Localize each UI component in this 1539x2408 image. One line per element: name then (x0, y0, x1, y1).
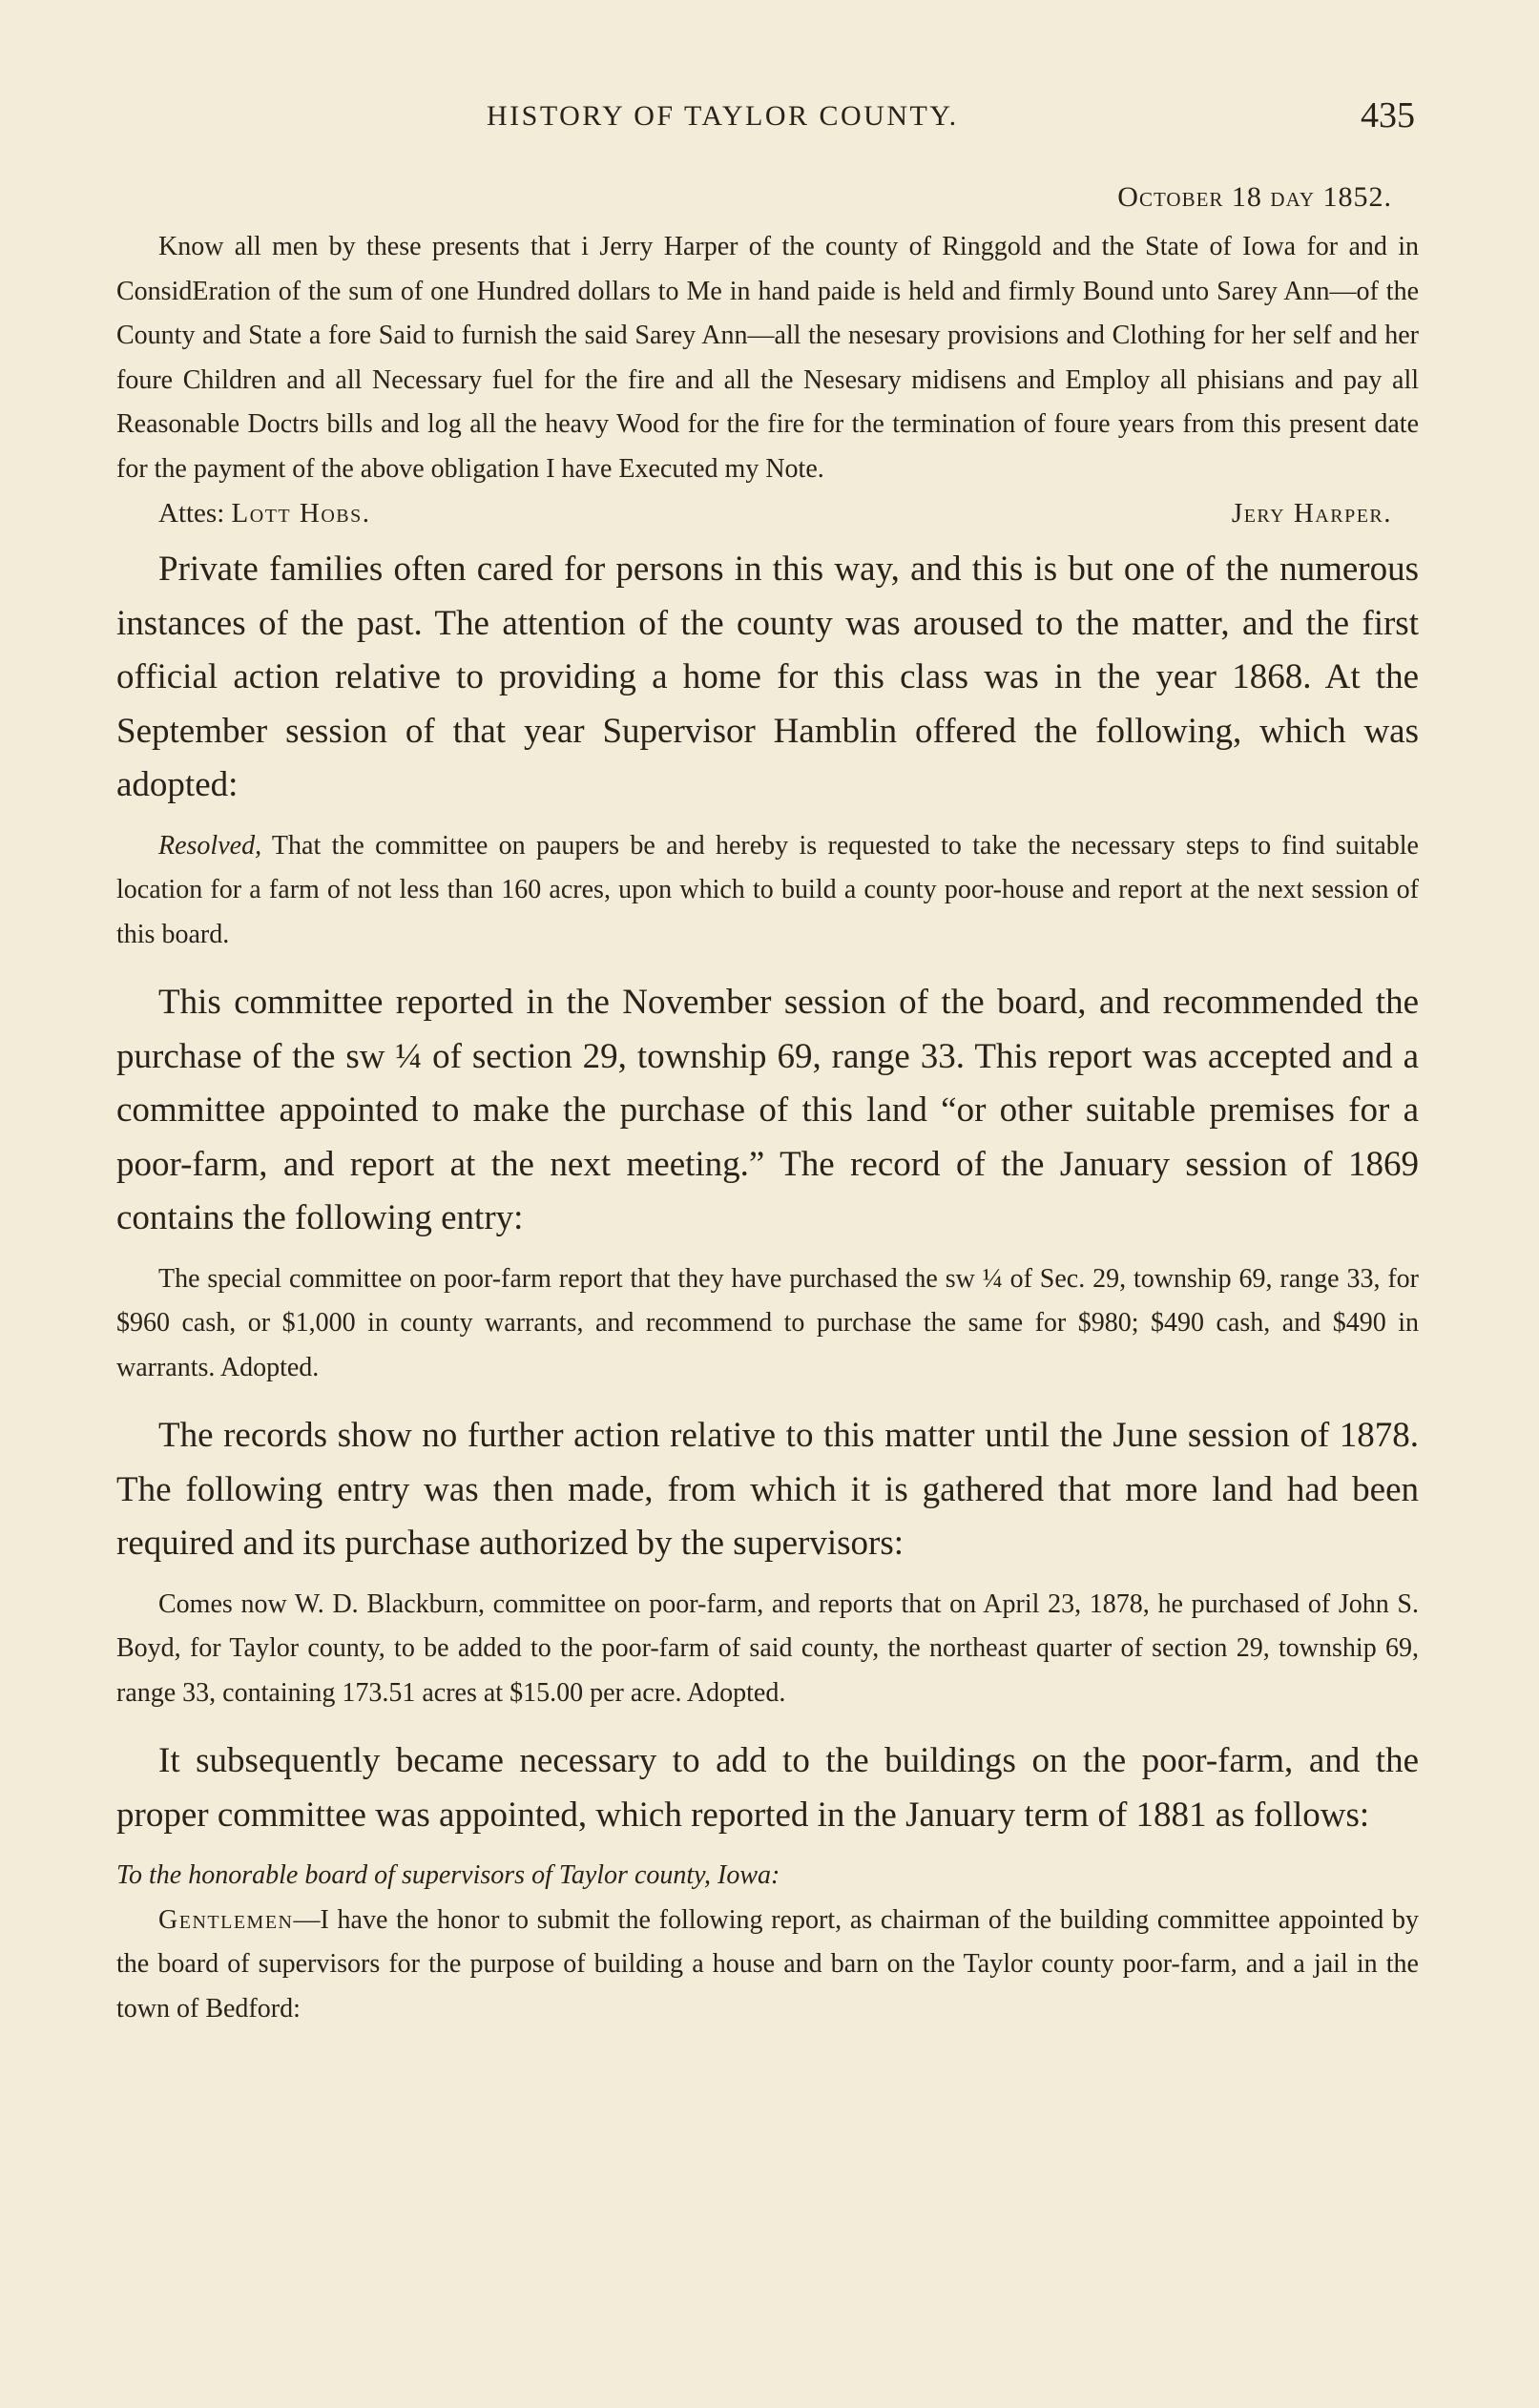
resolution-lead: Resolved, (158, 830, 262, 861)
note-date: October 18 day 1852. (1117, 181, 1392, 213)
resolution (116, 824, 1419, 958)
signature: Jery Harper. (1231, 498, 1392, 529)
paragraph-private-families: Private families often cared for persons in this way, and this is but one of the numerous instances of the past. The attention of the county was aroused to the matter, and the first official action relative to providing a home for this class was in the year 1868. At the September session of that year Supervisor Hamblin offered the following, which was adopted: (116, 550, 1419, 804)
resolution-text: That the committee on paupers be and hereby is requested to take the necessary steps to find suitable location for a farm of not less than 160 acres, upon which to build a county poor-house and report at the next session of this board. (116, 830, 1419, 949)
attest-label: Attes: (158, 498, 225, 529)
running-head (0, 95, 1539, 148)
report-salutation: To the honorable board of supervisors of Taylor county, Iowa: (116, 1860, 780, 1890)
paragraph-buildings: It subsequently became necessary to add to the buildings on the poor-farm, and the proper committee was appointed, which reported in the January term of 1881 as follows: (116, 1741, 1419, 1835)
report-opening-text: —I have the honor to submit the following report, as chairman of the building committee appointed by the board of supervisors for the purpose of building a house and barn on the Taylor county poor-farm, and a jail in the town of Bedford: (116, 1904, 1419, 2024)
running-head-title: HISTORY OF TAYLOR COUNTY. (487, 100, 959, 132)
page-number: 435 (1361, 95, 1415, 135)
attest-name: Lott Hobs. (231, 498, 371, 529)
report-opening-lead: Gentlemen (158, 1904, 294, 1935)
entry-blackburn: Comes now W. D. Blackburn, committee on poor-farm, and reports that on April 23, 1878, he purchased of John S. Boyd, for Taylor county, to be added to the poor-farm of said county, the northeast quarter of section 29, township 69, range 33, containing 173.51 acres at $15.00 per acre. Adopted. (116, 1588, 1419, 1708)
entry-purchase-1869: The special committee on poor-farm report that they have purchased the sw ¼ of Sec. 29, township 69, range 33, for $960 cash, or $1,000 in county warrants, and recommend to purchase the same for $980; $490 cash, and $490 in warrants. Adopted. (116, 1263, 1419, 1382)
note-body: Know all men by these presents that i Jerry Harper of the county of Ringgold and the State of Iowa for and in ConsidEration of the sum of one Hundred dollars to Me in hand paide is held and firmly Bound unto Sarey Ann—of the County and State a fore Said to furnish the said Sarey Ann—all the nesesary provisions and Clothing for her self and her foure Children and all Necessary fuel for the fire and all the Nesesary midisens and Employ all phisians and pay all Reasonable Doctrs bills and log all the heavy Wood for the fire for the termination of foure years from this present date for the payment of the above obligation I have Executed my Note. (116, 232, 1419, 484)
page-content (116, 181, 1419, 2031)
paragraph-records-1878: The records show no further action relative to this matter until the June session of 1878. The following entry was then made, from which it is gathered that more land had been required and its purchase authorized by the supervisors: (116, 1416, 1419, 1563)
attest (158, 491, 370, 535)
attest-line (116, 491, 1419, 535)
report-opening (116, 1899, 1419, 2032)
paragraph-committee-reported: This committee reported in the November session of the board, and recommended the purchase of the sw ¼ of section 29, township 69, range 33. This report was accepted and a committee appointed to make the purchase of this land “or other suitable premises for a poor-farm, and report at the next meeting.” The record of the January session of 1869 contains the following entry: (116, 983, 1419, 1237)
